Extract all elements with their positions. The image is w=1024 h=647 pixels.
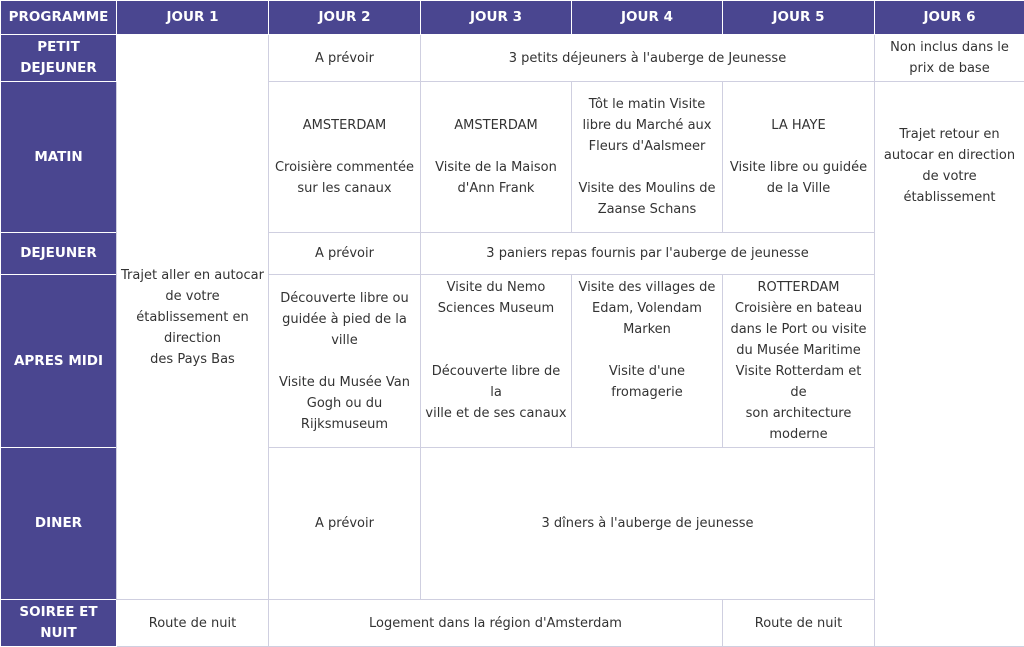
- header-jour-1: JOUR 1: [117, 1, 269, 35]
- cell-matin-j2: AMSTERDAM Croisière commentée sur les canaux: [269, 82, 421, 233]
- cell-matin-j3: AMSTERDAM Visite de la Maison d'Ann Frank: [421, 82, 572, 233]
- header-jour-4: JOUR 4: [572, 1, 723, 35]
- header-jour-6: JOUR 6: [875, 1, 1024, 35]
- row-head-dejeuner: DEJEUNER: [1, 233, 117, 275]
- cell-pd-j3-j5: 3 petits déjeuners à l'auberge de Jeunesse: [421, 35, 875, 82]
- cell-soir-j1: Route de nuit: [117, 600, 269, 647]
- cell-soir-j5: Route de nuit: [723, 600, 875, 647]
- cell-pd-j6: Non inclus dans le prix de base: [875, 35, 1024, 82]
- cell-diner-j2-j4: 3 dîners à l'auberge de jeunesse: [421, 448, 875, 600]
- cell-am-j5: ROTTERDAM Croisière en bateau dans le Port ou visite du Musée Maritime Visite Rotterdam et de son architecture moderne: [723, 275, 875, 448]
- cell-j6-trajet-retour: Trajet retour en autocar en direction de votre établissement: [875, 82, 1024, 647]
- header-jour-3: JOUR 3: [421, 1, 572, 35]
- header-jour-2: JOUR 2: [269, 1, 421, 35]
- header-jour-5: JOUR 5: [723, 1, 875, 35]
- cell-soir-j2-j4: Logement dans la région d'Amsterdam: [269, 600, 723, 647]
- cell-dej-j2: A prévoir: [269, 233, 421, 275]
- row-head-petit-dejeuner: PETIT DEJEUNER: [1, 35, 117, 82]
- cell-diner-j1: A prévoir: [269, 448, 421, 600]
- cell-am-j4: Visite des villages de Edam, Volendam Marken Visite d'une fromagerie: [572, 275, 723, 448]
- cell-matin-j5: LA HAYE Visite libre ou guidée de la Ville: [723, 82, 875, 233]
- row-head-apres-midi: APRES MIDI: [1, 275, 117, 448]
- cell-pd-j2: A prévoir: [269, 35, 421, 82]
- cell-dej-j3-j5: 3 paniers repas fournis par l'auberge de jeunesse: [421, 233, 875, 275]
- header-programme: PROGRAMME: [1, 1, 117, 35]
- cell-j1-trajet-aller: Trajet aller en autocar de votre établissement en direction des Pays Bas: [117, 35, 269, 600]
- cell-am-j3: Visite du Nemo Sciences Museum Découverte libre de la ville et de ses canaux: [421, 275, 572, 448]
- cell-matin-j4: Tôt le matin Visite libre du Marché aux Fleurs d'Aalsmeer Visite des Moulins de Zaanse Schans: [572, 82, 723, 233]
- row-head-soiree-et-nuit: SOIREE ET NUIT: [1, 600, 117, 647]
- cell-am-j2: Découverte libre ou guidée à pied de la ville Visite du Musée Van Gogh ou du Rijksmuseum: [269, 275, 421, 448]
- row-head-diner: DINER: [1, 448, 117, 600]
- row-head-matin: MATIN: [1, 82, 117, 233]
